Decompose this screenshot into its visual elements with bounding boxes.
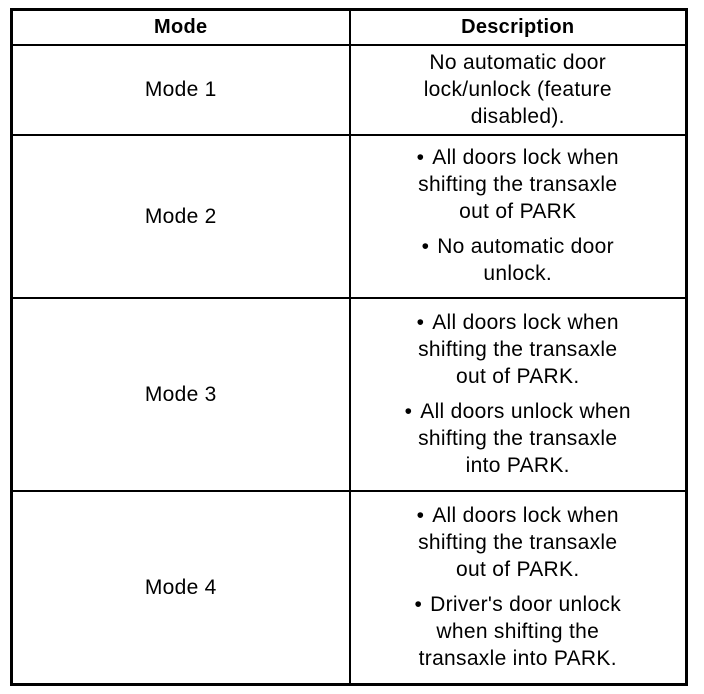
bullet-line: Driver's door unlock [430, 592, 622, 616]
table-row [12, 298, 687, 491]
bullet-line: transaxle into PARK. [418, 646, 617, 670]
mode-cell: Mode 4 [12, 491, 350, 684]
bullet-item [405, 398, 631, 479]
description-cell [350, 135, 687, 299]
bullet-item [414, 591, 621, 672]
table-row [12, 135, 687, 299]
bullet-line: unlock. [483, 262, 553, 286]
mode-cell: Mode 1 [12, 45, 350, 135]
description-text [424, 49, 612, 130]
description-text [414, 500, 621, 676]
bullet-marker: • [404, 399, 413, 423]
bullet-line: shifting the transaxle [418, 426, 618, 450]
mode-column-header: Mode [12, 10, 350, 46]
mode-cell: Mode 3 [12, 298, 350, 491]
table-row [12, 491, 687, 684]
bullet-marker: • [416, 503, 425, 527]
table-row [12, 45, 687, 135]
bullet-line: No automatic door [437, 235, 614, 259]
bullet-line: out of PARK. [456, 364, 580, 388]
bullet-item [405, 309, 631, 390]
bullet-line: into PARK. [465, 453, 570, 477]
bullet-marker: • [414, 592, 423, 616]
bullet-item [417, 144, 619, 225]
bullet-item [417, 233, 619, 287]
description-line: lock/unlock (feature [423, 78, 612, 102]
description-column-header: Description [350, 10, 687, 46]
bullet-line: shifting the transaxle [418, 337, 618, 361]
bullet-line: out of PARK. [456, 557, 580, 581]
bullet-line: All doors lock when [432, 503, 619, 527]
description-line: disabled). [470, 105, 565, 129]
description-text [405, 307, 631, 483]
description-line: No automatic door [429, 51, 607, 75]
bullet-line: All doors unlock when [420, 399, 631, 423]
bullet-line: shifting the transaxle [418, 530, 618, 554]
bullet-line: All doors lock when [432, 310, 619, 334]
bullet-line: when shifting the [436, 619, 600, 643]
description-cell [350, 491, 687, 684]
description-cell [350, 45, 687, 135]
bullet-line: out of PARK [459, 200, 577, 224]
door-lock-mode-table [10, 8, 688, 686]
bullet-marker: • [421, 235, 430, 259]
mode-cell: Mode 2 [12, 135, 350, 299]
description-cell [350, 298, 687, 491]
header-row [12, 10, 687, 46]
bullet-marker: • [416, 310, 425, 334]
bullet-line: All doors lock when [432, 146, 619, 170]
bullet-marker: • [416, 146, 425, 170]
bullet-line: shifting the transaxle [418, 173, 618, 197]
description-text [417, 142, 619, 291]
bullet-item [414, 502, 621, 583]
